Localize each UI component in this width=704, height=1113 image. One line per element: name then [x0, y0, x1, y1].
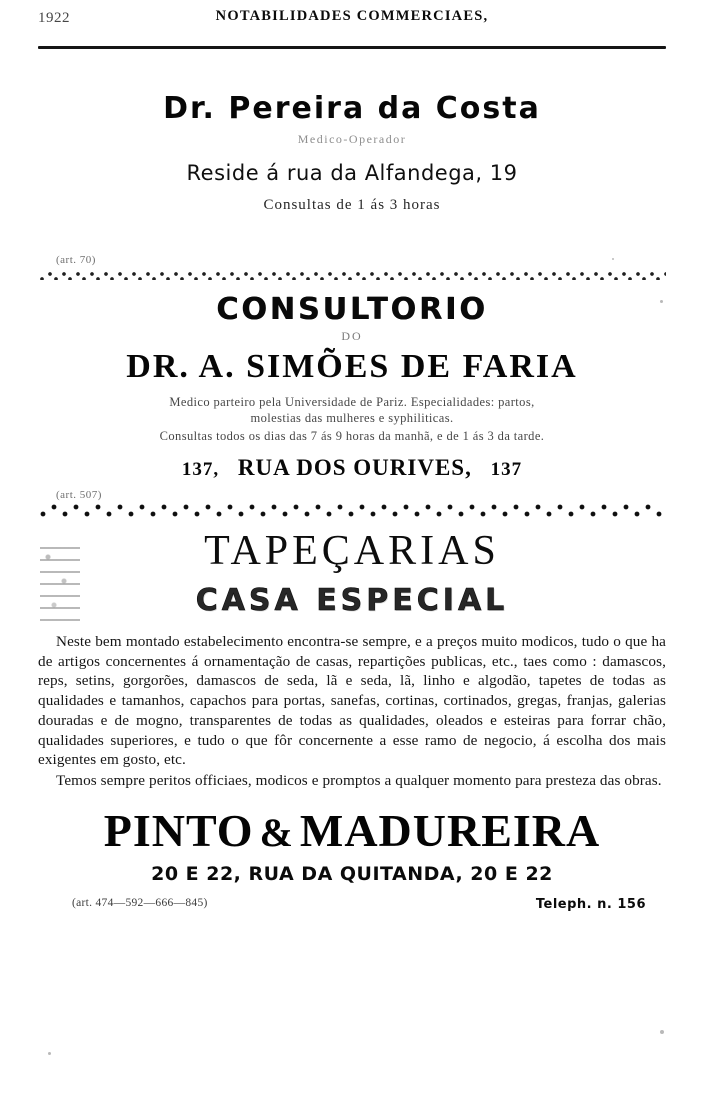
wavy-separator-1 [38, 270, 666, 280]
address-number-left: 137, [181, 458, 220, 480]
scan-speck [48, 1052, 51, 1055]
tapecarias-heading: TAPEÇARIAS [204, 527, 500, 574]
ad-pereira-da-costa [38, 91, 666, 266]
firm-name-left: PINTO [103, 804, 254, 856]
doctor-credentials-line1: Medico parteiro pela Universidade de Pariz. Especialidades: partos, [169, 395, 535, 409]
firm-address: 20 E 22, RUA DA QUITANDA, 20 E 22 [151, 863, 553, 886]
advertiser-name: Dr. Pereira da Costa [163, 91, 541, 126]
scan-speck [660, 300, 663, 303]
advertiser-hours: Consultas de 1 ás 3 horas [263, 197, 441, 213]
firm-name-right: MADUREIRA [299, 804, 601, 856]
scan-smudge [40, 547, 80, 623]
running-head [38, 0, 666, 42]
firm-ampersand: & [259, 809, 294, 855]
ad-footer [38, 897, 666, 915]
doctor-artref: (art. 507) [56, 488, 102, 501]
ad-body-text [38, 632, 666, 791]
firm-name [38, 804, 666, 856]
ad-paragraph-1: Neste bem montado estabelecimento encontra-se sempre, e a preços muito modicos, tudo o que ha de artigos concernentes á ornamentação de casas, repartições publicas, etc., taes como : damascos, reps, setins, gorgorões, damascos de seda, lã e seda, lã, linho e algodão, tapetes de todas as qualidades e tamanhos, capachos para portas, sanefas, cortinas, cortinados, gregas, franjas, galerias douradas e de mogno, transparentes de todas as qualidades, oleados e esteiras para forrar chão, qualidades superiores, e tudo o que fôr concernente a esse ramo de negocio, á escolha dos mais exigentes em gosto, etc. [38, 632, 666, 769]
consultorio-heading: CONSULTORIO [216, 292, 488, 327]
advertiser-address: Reside á rua da Alfandega, 19 [186, 161, 518, 185]
casa-especial-subheading: CASA ESPECIAL [195, 582, 509, 618]
doctor-name: DR. A. SIMÕES DE FARIA [126, 348, 578, 385]
advertiser-qualification: Medico-Operador [297, 132, 407, 146]
ad-paragraph-2: Temos sempre peritos officiaes, modicos e promptos a qualquer momento para presteza das obras. [56, 772, 662, 790]
doctor-hours: Consultas todos os dias das 7 ás 9 horas da manhã, e de 1 ás 3 da tarde. [159, 429, 545, 444]
doctor-address [38, 455, 666, 481]
wavy-separator-2 [38, 503, 666, 517]
ad-simoes-de-faria [38, 292, 666, 501]
page-folio: 1922 [38, 10, 70, 26]
address-street: RUA DOS OURIVES, [237, 454, 472, 480]
consultorio-do-label: DO [341, 329, 363, 343]
firm-telephone: Teleph. n. 156 [535, 897, 646, 913]
advertiser-artref: (art. 70) [56, 254, 96, 266]
scan-speck [612, 258, 614, 260]
address-number-right: 137 [490, 458, 523, 480]
ad-pinto-madureira [38, 529, 666, 915]
doctor-credentials-line2: molestias das mulheres e syphiliticas. [250, 410, 454, 425]
running-head-title: NOTABILIDADES COMMERCIAES, [215, 8, 489, 24]
header-rule [38, 46, 666, 49]
firm-artref: (art. 474—592—666—845) [72, 897, 208, 910]
scan-speck [660, 1030, 664, 1034]
